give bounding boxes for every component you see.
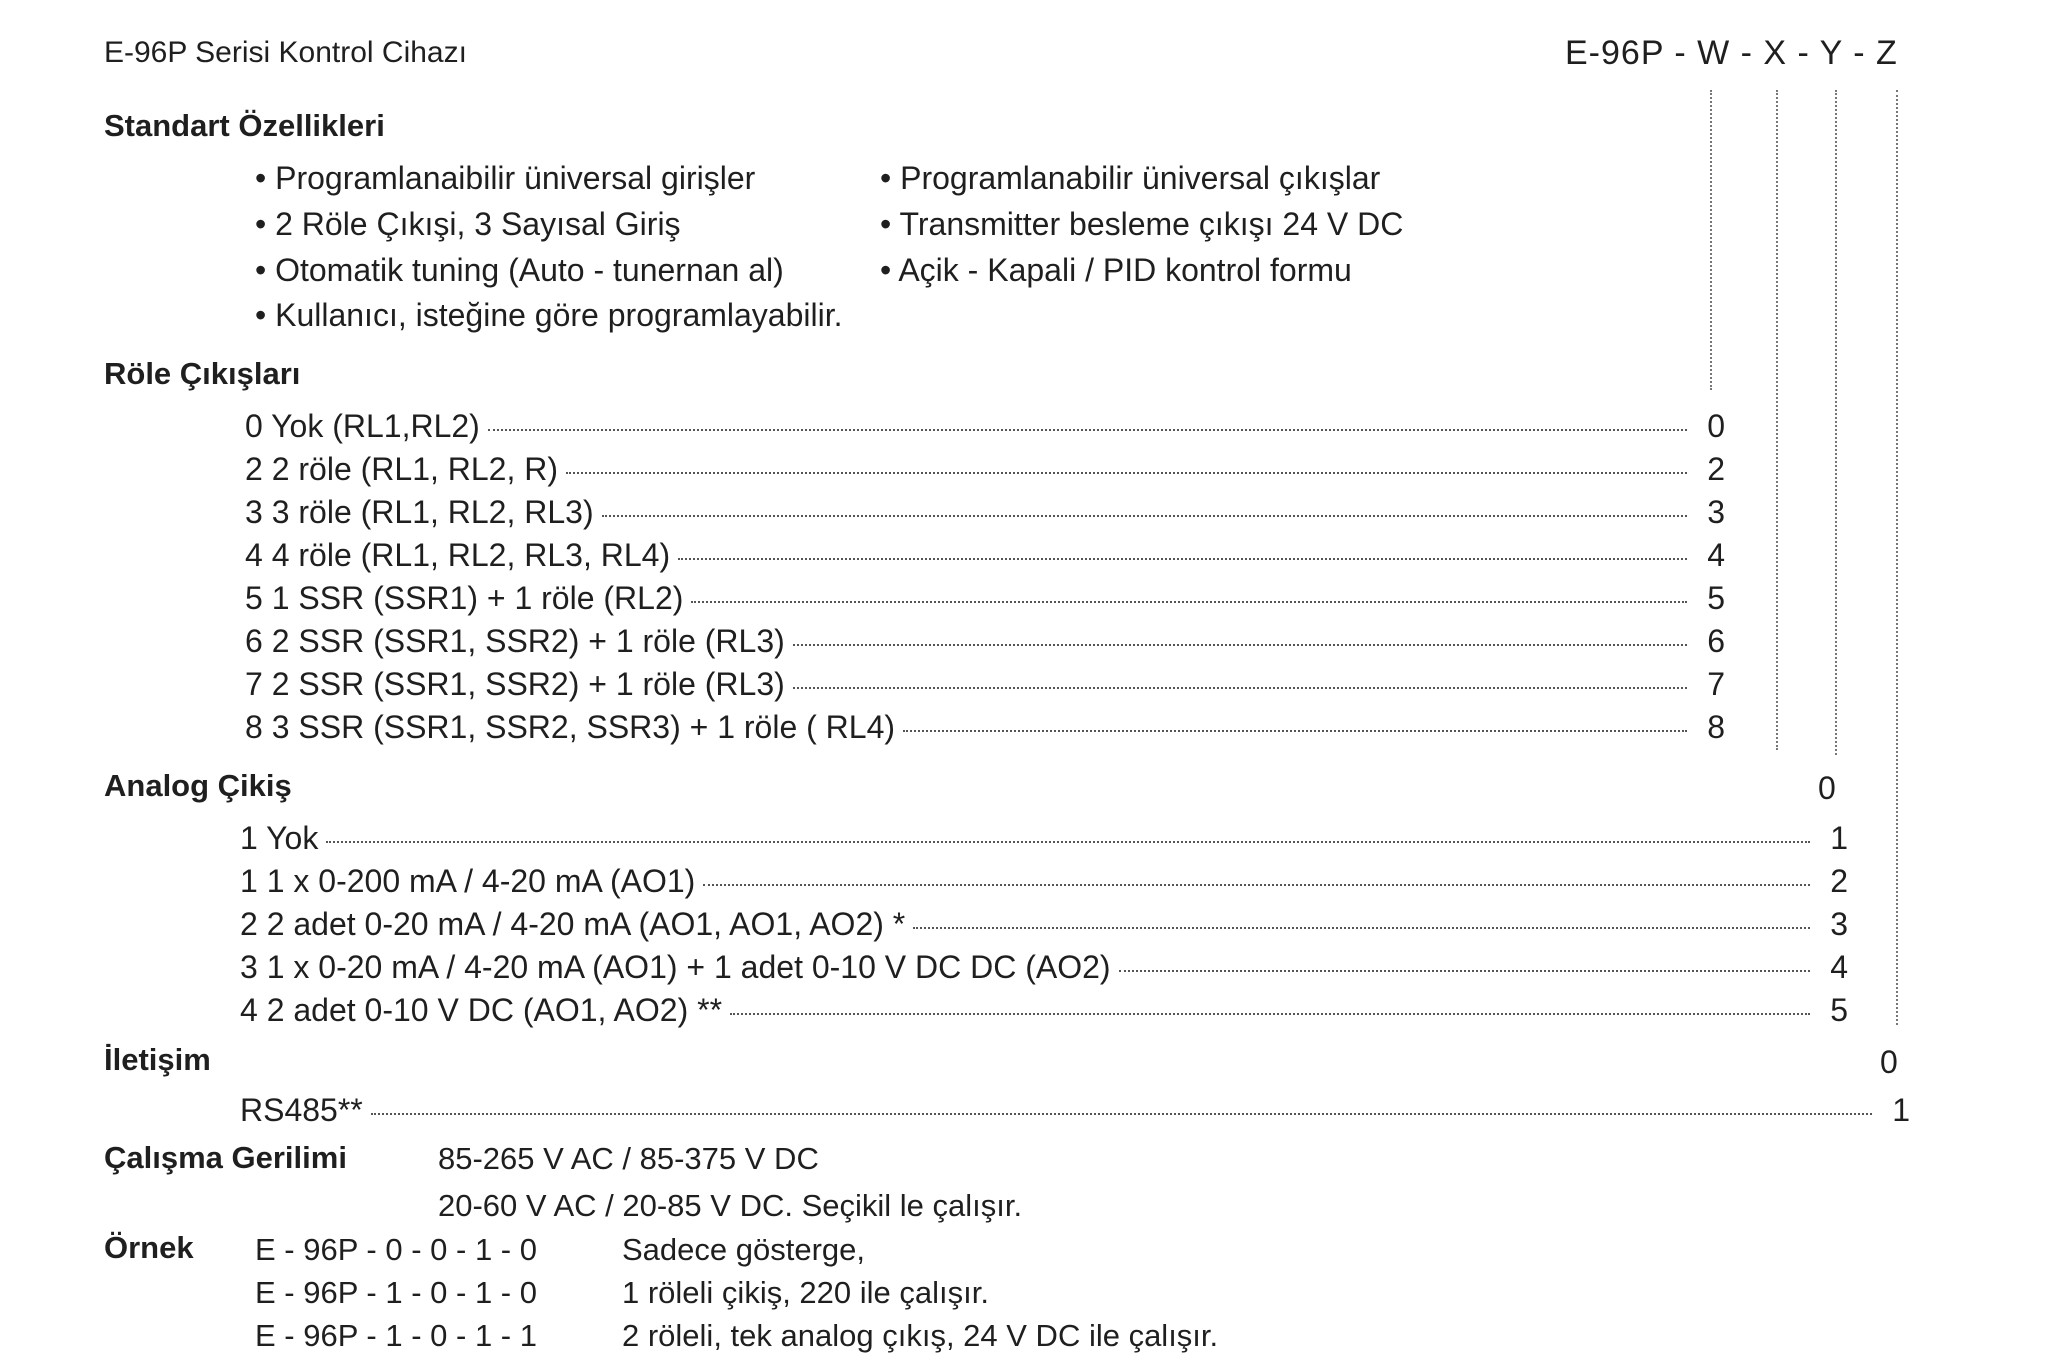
analog-row: 2 2 adet 0-20 mA / 4-20 mA (AO1, AO1, AO2) * 3	[240, 906, 1848, 942]
relay-row: 6 2 SSR (SSR1, SSR2) + 1 röle (RL3) 6	[245, 623, 1725, 659]
guide-line-w	[1710, 90, 1712, 390]
analog-heading-value: 0	[1818, 770, 1836, 806]
example-code: E - 96P - 1 - 0 - 1 - 1	[255, 1318, 537, 1353]
voltage-heading: Çalışma Gerilimi	[104, 1140, 347, 1175]
feature-right-1: • Programlanabilir üniversal çıkışlar	[880, 160, 1381, 196]
example-code: E - 96P - 0 - 0 - 1 - 0	[255, 1232, 537, 1267]
feature-left-1: • Programlanaibilir üniversal girişler	[255, 160, 756, 196]
analog-heading: Analog Çikiş	[104, 768, 292, 803]
guide-line-z	[1896, 90, 1898, 1025]
relay-row: 0 Yok (RL1,RL2) 0	[245, 408, 1725, 444]
voltage-line-2: 20-60 V AC / 20-85 V DC. Seçikil le çalışır.	[438, 1188, 1023, 1223]
feature-right-2: • Transmitter besleme çıkışı 24 V DC	[880, 206, 1404, 242]
example-desc: Sadece gösterge,	[622, 1232, 866, 1267]
comm-heading: İletişim	[104, 1042, 211, 1077]
guide-line-x	[1776, 90, 1778, 750]
analog-row: 1 Yok 1	[240, 820, 1848, 856]
example-heading: Örnek	[104, 1230, 194, 1265]
feature-left-2: • 2 Röle Çıkışi, 3 Sayısal Giriş	[255, 206, 681, 242]
page-title: E-96P Serisi Kontrol Cihazı	[104, 36, 467, 69]
relay-heading: Röle Çıkışları	[104, 356, 301, 391]
feature-right-3: • Açik - Kapali / PID kontrol formu	[880, 252, 1352, 288]
relay-row: 2 2 röle (RL1, RL2, R) 2	[245, 451, 1725, 487]
relay-row: 7 2 SSR (SSR1, SSR2) + 1 röle (RL3) 7	[245, 666, 1725, 702]
relay-row: 8 3 SSR (SSR1, SSR2, SSR3) + 1 röle ( RL4) 8	[245, 709, 1725, 745]
analog-row: 1 1 x 0-200 mA / 4-20 mA (AO1) 2	[240, 863, 1848, 899]
features-heading: Standart Özellikleri	[104, 108, 385, 143]
feature-left-4: • Kullanıcı, isteğine göre programlayabilir.	[255, 297, 843, 333]
relay-row: 4 4 röle (RL1, RL2, RL3, RL4) 4	[245, 537, 1725, 573]
comm-row: RS485** 1	[240, 1092, 1910, 1128]
voltage-line-1: 85-265 V AC / 85-375 V DC	[438, 1141, 819, 1176]
guide-line-y	[1835, 90, 1837, 755]
relay-row: 3 3 röle (RL1, RL2, RL3) 3	[245, 494, 1725, 530]
analog-row: 4 2 adet 0-10 V DC (AO1, AO2) ** 5	[240, 992, 1848, 1028]
example-desc: 2 röleli, tek analog çıkış, 24 V DC ile çalışır.	[622, 1318, 1219, 1353]
relay-row: 5 1 SSR (SSR1) + 1 röle (RL2) 5	[245, 580, 1725, 616]
example-code: E - 96P - 1 - 0 - 1 - 0	[255, 1275, 537, 1310]
feature-left-3: • Otomatik tuning (Auto - tunernan al)	[255, 252, 784, 288]
comm-heading-value: 0	[1880, 1044, 1898, 1080]
example-desc: 1 röleli çikiş, 220 ile çalışır.	[622, 1275, 989, 1310]
product-code: E-96P - W - X - Y - Z	[1565, 34, 1898, 72]
analog-row: 3 1 x 0-20 mA / 4-20 mA (AO1) + 1 adet 0-10 V DC DC (AO2) 4	[240, 949, 1848, 985]
